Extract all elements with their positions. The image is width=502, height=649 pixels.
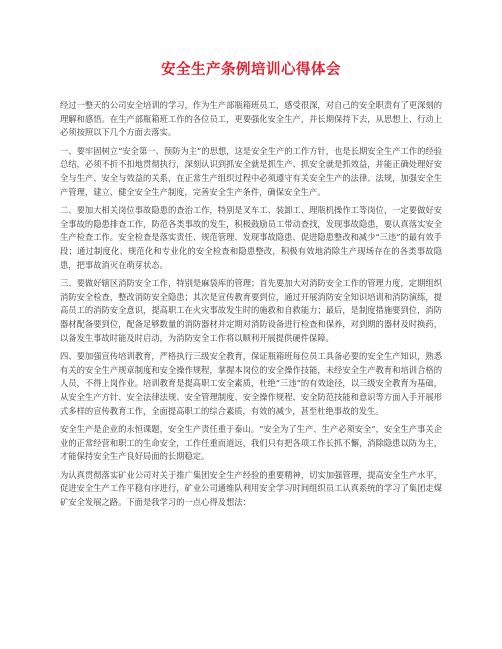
paragraph-4: 四、要加强宣传培训教育，严格执行三级安全教育，保证瓶箱班每位员工具备必要的安全生产知识，熟悉有关的安全生产规章制度和安全操作规程，掌握本岗位的安全操作技能，未经安全生产教育和培训合格的人员，不得上岗作业。培训教育是提高职工安全素质，杜绝“三违”的有效途径，以三级安全教育为基础，从安全生产方针、安全法律法规、安全管理制度、安全操作规程、安全防范技能和意识等方面入手开展形式多样的宣传教育工作，全面提高职工的综合素质，有效的减少，甚至杜绝事故的发生。	[60, 350, 442, 416]
document-title: 安全生产条例培训心得体会	[161, 62, 341, 78]
paragraph-intro: 经过一整天的公司安全培训的学习，作为生产部瓶箱班员工，感受很深，对自己的安全职责有了更深刻的理解和感悟。在生产部瓶箱班工作的各位员工，更要强化安全生产，并长期保持下去，从思想上、行动上必须按照以下几个方面去落实。	[60, 100, 442, 138]
paragraph-1: 一、要牢固树立“安全第一、预防为主”的思想，这是安全生产的工作方针，也是长期安全生产工作的经验总结，必须不折不扣地贯彻执行，深刻认识到抓安全就是抓生产、抓安全就是抓效益，并能正确处理好安全与生产、安全与效益的关系，在正常生产组织过程中必须遵守有关安全生产的法律、法规，加强安全生产管理，建立、健全安全生产制度，完善安全生产条件，确保安全生产。	[60, 145, 442, 197]
paragraph-6: 为认真贯彻落实矿业公司对关于推广集团安全生产经验的重要精神，切实加强管理，提高安全生产水平，促进安全生产工作平稳有序进行，矿业公司通维队利用安全学习时间组织员工认真系统的学习了集团走煤矿安全发展之路。下面是我学习的一点心得及想法：	[60, 469, 442, 507]
paragraph-5: 安全生产是企业的永恒课题，安全生产责任重于泰山。“安全为了生产、生产必须安全”，安全生产事关企业的正常经营和职工的生命安全，工作任重而道远，我们只有把各项工作长抓不懈，消除隐患以防为主，才能保持安全生产良好局面的长期稳定。	[60, 423, 442, 462]
paragraph-3: 三、要做好辖区消防安全工作，特别是麻袋库的管理；首先要加大对消防安全工作的管理力度，定期组织消防安全检查，整改消防安全隐患；其次是宣传教育要到位，通过开展消防安全知识培训和消防演练，提高员工的消防安全意识，提高职工在火灾事故发生时的施救和自救能力；最后，是制度措施要到位，消防器材配备要到位，配备足够数量的消防器材并定期对消防设备进行检查和保养，对到期的器材及时换药，以备发生事故时能及时启动，为消防安全工作将以顺利开展提供硬件保障。	[60, 277, 442, 343]
paragraph-2: 二、要加大相关岗位事故隐患的查治工作，特别是叉车工、装卸工、理瓶机操作工等岗位，一定要做好安全事故的隐患排查工作，防范各类事故的发生，积极鼓励员工带动查找，发现事故隐患，要认真落实安全生产检查工作。安全检查是落实责任、规范管理、发现事故隐患、促进隐患整改和减少“三违”的最有效手段；通过制度化、规范化和专业化的安全检查和隐患整改，积极有效地消除生产现场存在的各类事故隐患，把事故消灭在萌芽状态。	[60, 204, 442, 270]
